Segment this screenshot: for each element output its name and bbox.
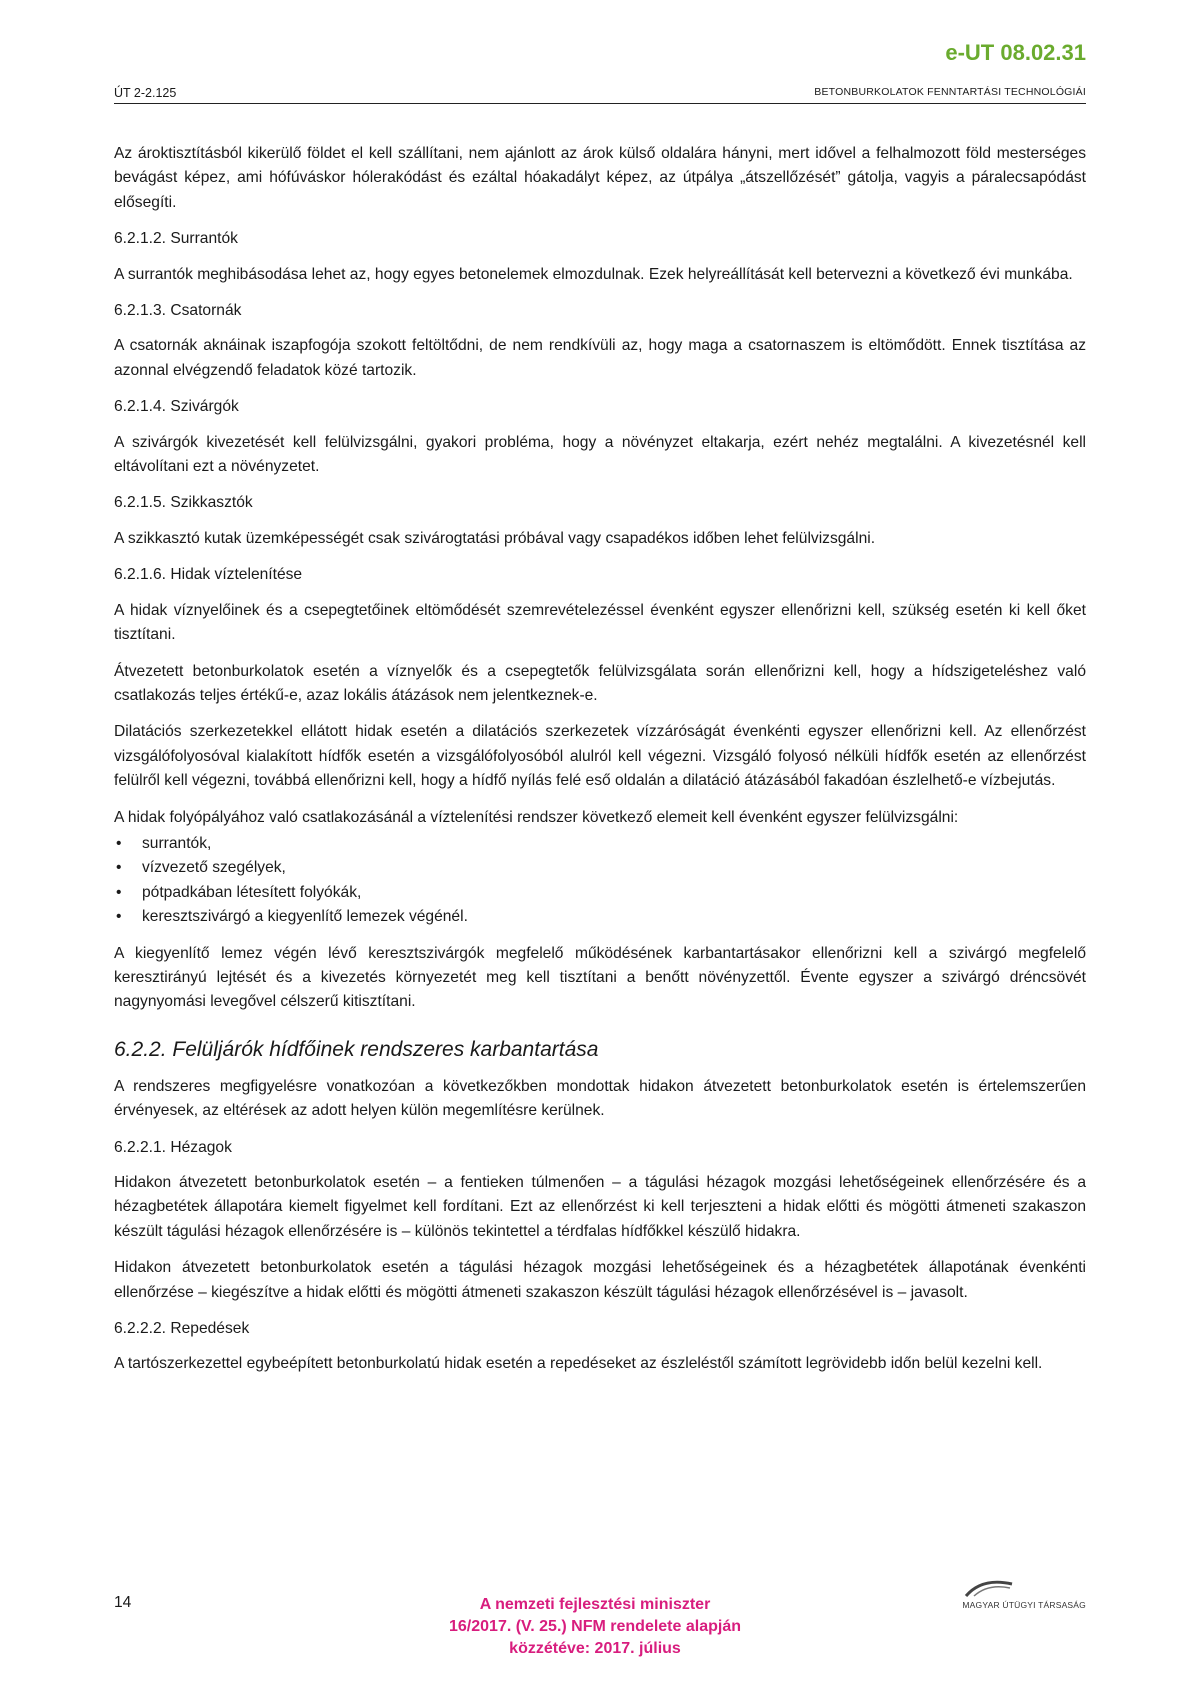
document-code: e-UT 08.02.31 [945, 40, 1086, 65]
section-heading-6221: 6.2.2.1. Hézagok [114, 1138, 232, 1156]
publication-line-3: közzétéve: 2017. július [509, 1640, 681, 1657]
paragraph: A surrantók meghibásodása lehet az, hogy egyes betonelemek elmozdulnak. Ezek helyreállítását kell betervezni a következő évi munkába. [114, 265, 1073, 283]
section-heading-622: 6.2.2. Felüljárók hídfőinek rendszeres karbantartása [114, 1037, 599, 1061]
section-heading-6216: 6.2.1.6. Hidak víztelenítése [114, 566, 303, 584]
publication-line-1: A nemzeti fejlesztési miniszter [479, 1596, 711, 1613]
list-item: • surrantók, [114, 832, 1086, 856]
section-heading-6222: 6.2.2.2. Repedések [114, 1320, 250, 1338]
society-name: MAGYAR ÚTÜGYI TÁRSASÁG [962, 1600, 1086, 1610]
paragraph: A szivárgók kivezetését kell felülvizsgálni, gyakori probléma, hogy a növényzet eltakarja, ezért nehéz megtalálni. A kivezetésnél kell eltávolítani ezt a növényzetet. [114, 433, 1086, 476]
paragraph: Hidakon átvezetett betonburkolatok esetén a tágulási hézagok mozgási lehetőségeinek és a hézagbetétek állapotának évenkénti ellenőrzése – kiegészítve a hidak előtti és mögötti átmeneti szakaszon készült tágulási hézagok ellenőrzésével is – javasolt. [114, 1259, 1086, 1301]
section-heading-6213: 6.2.1.3. Csatornák [114, 302, 242, 320]
paragraph: A szikkasztó kutak üzemképességét csak szivárogtatási próbával vagy csapadékos időben lehet felülvizsgálni. [114, 529, 876, 547]
section-heading-6212: 6.2.1.2. Surrantók [114, 230, 238, 248]
bullet-list [114, 832, 1086, 930]
document-title: BETONBURKOLATOK FENNTARTÁSI TECHNOLÓGIÁI [814, 86, 1086, 98]
paragraph: A tartószerkezettel egybeépített betonburkolatú hidak esetén a repedéseket az észleléstől számított legrövidebb időn belül kezelni kell. [114, 1355, 1043, 1373]
section-heading-6215: 6.2.1.5. Szikkasztók [114, 494, 253, 512]
paragraph: A hidak víznyelőinek és a csepegtetőinek eltömődését szemrevételezéssel évenként egyszer ellenőrizni kell, szükség esetén ki kell őket tisztítani. [114, 601, 1086, 644]
list-item: • keresztszivárgó a kiegyenlítő lemezek végénél. [114, 905, 1086, 929]
paragraph: A kiegyenlítő lemez végén lévő keresztszivárgók megfelelő működésének karbantartásakor ellenőrizni kell a szivárgó megfelelő keresztirányú lejtését és a kivezetés környezetét meg kell tisztítani a benőtt növényzettől. Évente egyszer a szivárgó dréncsövét nagynyomási levegővel célszerű kitisztítani. [114, 944, 1086, 1011]
paragraph: Átvezetett betonburkolatok esetén a víznyelők és a csepegtetők felülvizsgálata során ellenőrizni kell, hogy a hídszigeteléshez való csatlakozás teljes értékű-e, azaz lokális átázások nem jelentkeznek-e. [114, 662, 1086, 704]
publication-line-2: 16/2017. (V. 25.) NFM rendelete alapján [449, 1618, 741, 1635]
paragraph: A hidak folyópályához való csatlakozásánál a víztelenítési rendszer következő elemeit kell évenként egyszer felülvizsgálni: [114, 808, 959, 826]
paragraph: Az ároktisztításból kikerülő földet el kell szállítani, nem ajánlott az árok külső oldalára hányni, mert idővel a felhalmozott föld mesterséges bevágást képez, ami hófúváskor hólerakódást és ezáltal hóakadályt képez, az útpálya „átszellőzését” gátolja, vagyis a páralecsapódást elősegíti. [114, 145, 1086, 211]
paragraph: A rendszeres megfigyelésre vonatkozóan a következőkben mondottak hidakon átvezetett betonburkolatok esetén is értelemszerűen érvényesek, az eltérések az adott helyen külön megemlítésre kerülnek. [114, 1077, 1086, 1120]
paragraph: Hidakon átvezetett betonburkolatok esetén – a fentieken túlmenően – a tágulási hézagok mozgási lehetőségeinek ellenőrzésére és a hézagbetétek állapotára kiemelt figyelmet kell fordítani. Ezt az ellenőrzést ki kell terjeszteni a hidak előtti és mögötti átmeneti szakaszon készült tágulási hézagok ellenőrzésére is – különös tekintettel a térdfalas hídfőkkel készülő hidakra. [114, 1174, 1086, 1240]
paragraph: A csatornák aknáinak iszapfogója szokott feltöltődni, de nem rendkívüli az, hogy maga a csatornaszem is eltömődött. Ennek tisztítása az azonnal elvégzendő feladatok közé tartozik. [114, 337, 1086, 379]
list-item: • pótpadkában létesített folyókák, [114, 881, 1086, 905]
page-number: 14 [114, 1594, 132, 1611]
standard-number: ÚT 2-2.125 [114, 86, 177, 100]
list-item: • vízvezető szegélyek, [114, 856, 1086, 880]
road-logo-icon [956, 1578, 1016, 1598]
paragraph: Dilatációs szerkezetekkel ellátott hidak esetén a dilatációs szerkezetek vízzáróságát évenkénti egyszer ellenőrizni kell. Az ellenőrzést vizsgálófolyosóval kialakított hídfők esetén a vizsgálófolyosóból alulról kell végezni. Vizsgáló folyosó nélküli hídfők esetén az ellenőrzést felülről kell végezni, továbbá ellenőrizni kell, hogy a hídfő nyílás felé eső oldalán a dilatáció átázásából fakadóan észlelhető-e vízbejutás. [114, 723, 1086, 790]
header-divider [114, 103, 1086, 104]
society-logo [962, 1600, 1086, 1610]
section-heading-6214: 6.2.1.4. Szivárgók [114, 398, 239, 416]
page-content [114, 142, 1086, 1389]
